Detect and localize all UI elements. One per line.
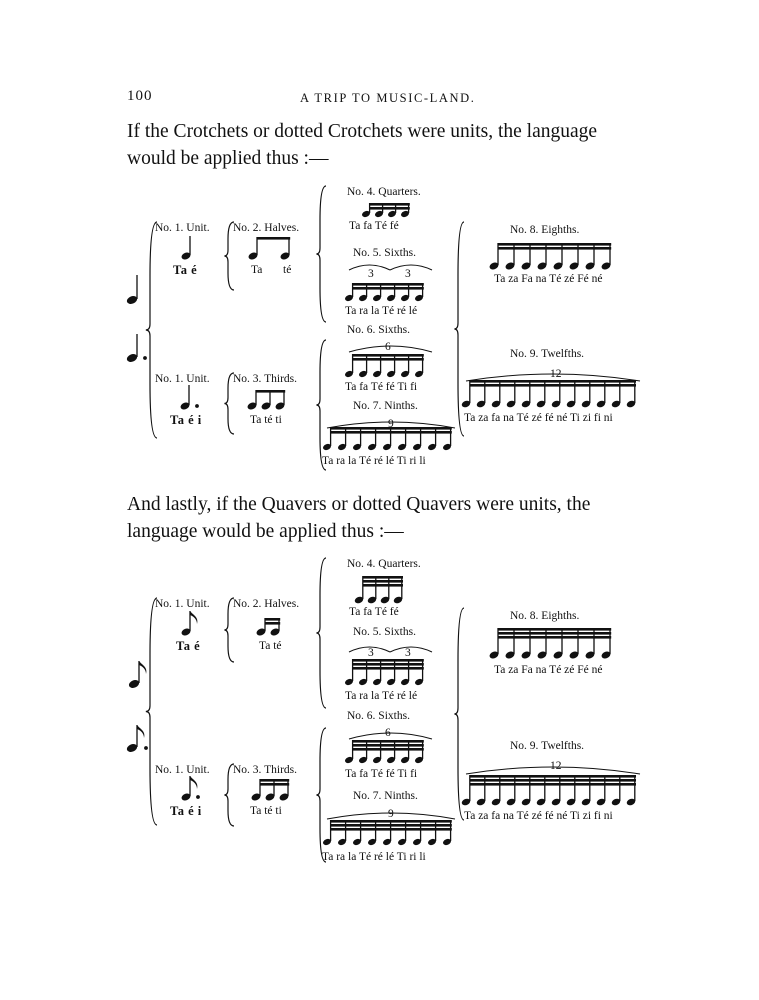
syllables-no8: Ta za Fa na Té zé Fé né: [494, 664, 603, 676]
tuplet-no7: 9: [388, 418, 394, 430]
label-no7-ninths: No. 7. Ninths.: [353, 790, 418, 802]
brace-no4-no5: [316, 186, 326, 322]
running-head: A TRIP TO MUSIC-LAND.: [300, 91, 476, 105]
note-beam: [470, 779, 636, 782]
note-beam: [353, 283, 424, 286]
syllables-no9: Ta za fa na Té zé fé né Ti zi fi ni: [464, 810, 613, 822]
note-beam: [470, 783, 636, 786]
label-no1-unit: No. 1. Unit.: [155, 598, 210, 610]
note-beam: [470, 775, 636, 778]
brace-section2-left: [146, 598, 157, 825]
note-beam: [498, 247, 611, 250]
note-beam: [470, 380, 636, 383]
note-flag: [190, 776, 197, 789]
note-beam: [331, 431, 452, 434]
label-no7-ninths: No. 7. Ninths.: [353, 400, 418, 412]
note-beam: [265, 618, 280, 621]
note-beam: [353, 740, 424, 743]
label-no8-eighths: No. 8. Eighths.: [510, 610, 580, 622]
tuplet-no9: 12: [550, 368, 562, 380]
note-beam: [353, 663, 424, 666]
label-no2-halves: No. 2. Halves.: [233, 222, 300, 234]
note-beam: [363, 580, 403, 583]
note-flag: [137, 725, 144, 738]
label-no9-twelfths: No. 9. Twelfths.: [510, 348, 585, 360]
tuplet-no7: 9: [388, 808, 394, 820]
label-no3-thirds: No. 3. Thirds.: [233, 373, 297, 385]
note-beam: [331, 820, 452, 823]
syllables-no1-dotted: Ta é i: [170, 413, 202, 427]
page-number: 100: [127, 88, 153, 104]
note-beam: [260, 779, 289, 782]
tuplet-arc: [390, 647, 432, 652]
label-no4-quarters: No. 4. Quarters.: [347, 558, 421, 570]
note-beam: [370, 207, 410, 210]
syllables-no1: Ta é: [176, 639, 201, 653]
label-no9-twelfths: No. 9. Twelfths.: [510, 740, 585, 752]
syllable-no2-te: té: [283, 264, 292, 276]
note-flag: [139, 661, 146, 674]
note-beam: [265, 622, 280, 625]
note-beam: [498, 243, 611, 246]
note-beam: [331, 828, 452, 831]
syllables-no8: Ta za Fa na Té zé Fé né: [494, 273, 603, 285]
syllables-no6: Ta fa Té fé Ti fi: [345, 381, 418, 393]
label-no6-sixths: No. 6. Sixths.: [347, 324, 410, 336]
note-flag: [190, 611, 197, 624]
note-beam: [470, 384, 636, 387]
syllables-no9: Ta za fa na Té zé fé né Ti zi fi ni: [464, 412, 613, 424]
augmentation-dot: [144, 746, 148, 750]
paragraph-quaver-units: And lastly, if the Quavers or dotted Quavers were units, the language would be applied thus :—: [127, 494, 591, 542]
label-no4-quarters: No. 4. Quarters.: [347, 186, 421, 198]
syllables-no4: Ta fa Té fé: [349, 220, 399, 232]
label-no8-eighths: No. 8. Eighths.: [510, 224, 580, 236]
syllables-no7: Ta ra la Té ré lé Ti ri li: [322, 851, 426, 863]
note-beam: [353, 354, 424, 357]
syllables-no3: Ta té ti: [250, 805, 282, 817]
note-beam: [498, 628, 611, 631]
note-beam: [353, 748, 424, 751]
syllables-no2: Ta té: [259, 640, 282, 652]
augmentation-dot: [195, 404, 199, 408]
label-no1-unit: No. 1. Unit.: [155, 222, 210, 234]
label-no2-halves: No. 2. Halves.: [233, 598, 300, 610]
syllables-no5: Ta ra la Té ré lé: [345, 305, 418, 317]
brace-no4-no5: [316, 558, 326, 708]
brace-no6-no7: [316, 340, 326, 470]
augmentation-dot: [143, 356, 147, 360]
note-beam: [353, 744, 424, 747]
tuplet-no9: 12: [550, 760, 562, 772]
note-beam: [353, 358, 424, 361]
label-no1-unit-dotted: No. 1. Unit.: [155, 764, 210, 776]
label-no3-thirds: No. 3. Thirds.: [233, 764, 297, 776]
tuplet-no5-a: 3: [368, 647, 374, 659]
tuplet-no5-a: 3: [368, 268, 374, 280]
syllables-no1-dotted: Ta é i: [170, 804, 202, 818]
note-beam: [257, 237, 290, 240]
note-beam: [353, 659, 424, 662]
note-beam: [256, 390, 285, 393]
note-beam: [498, 636, 611, 639]
note-beam: [363, 576, 403, 579]
augmentation-dot: [196, 795, 200, 799]
syllables-no4: Ta fa Té fé: [349, 606, 399, 618]
note-beam: [353, 287, 424, 290]
brace-section2-right: [454, 608, 464, 820]
syllables-no3: Ta té ti: [250, 414, 282, 426]
tuplet-arc: [390, 265, 432, 270]
label-no1-unit-dotted: No. 1. Unit.: [155, 373, 210, 385]
tuplet-no6: 6: [385, 341, 391, 353]
syllables-no1: Ta é: [173, 263, 198, 277]
tuplet-no5-b: 3: [405, 268, 411, 280]
brace-section1-left: [146, 222, 157, 438]
note-beam: [260, 783, 289, 786]
note-beam: [353, 667, 424, 670]
tuplet-no5-b: 3: [405, 647, 411, 659]
tuplet-no6: 6: [385, 727, 391, 739]
syllables-no5: Ta ra la Té ré lé: [345, 690, 418, 702]
note-beam: [331, 824, 452, 827]
syllables-no6: Ta fa Té fé Ti fi: [345, 768, 418, 780]
syllables-no7: Ta ra la Té ré lé Ti ri li: [322, 455, 426, 467]
paragraph-crotchet-units: If the Crotchets or dotted Crotchets were units, the language would be applied thus :—: [127, 121, 598, 169]
label-no5-sixths: No. 5. Sixths.: [353, 247, 416, 259]
label-no5-sixths: No. 5. Sixths.: [353, 626, 416, 638]
syllable-no2-ta: Ta: [251, 264, 263, 276]
note-beam: [498, 632, 611, 635]
label-no6-sixths: No. 6. Sixths.: [347, 710, 410, 722]
note-beam: [363, 584, 403, 587]
note-beam: [370, 203, 410, 206]
